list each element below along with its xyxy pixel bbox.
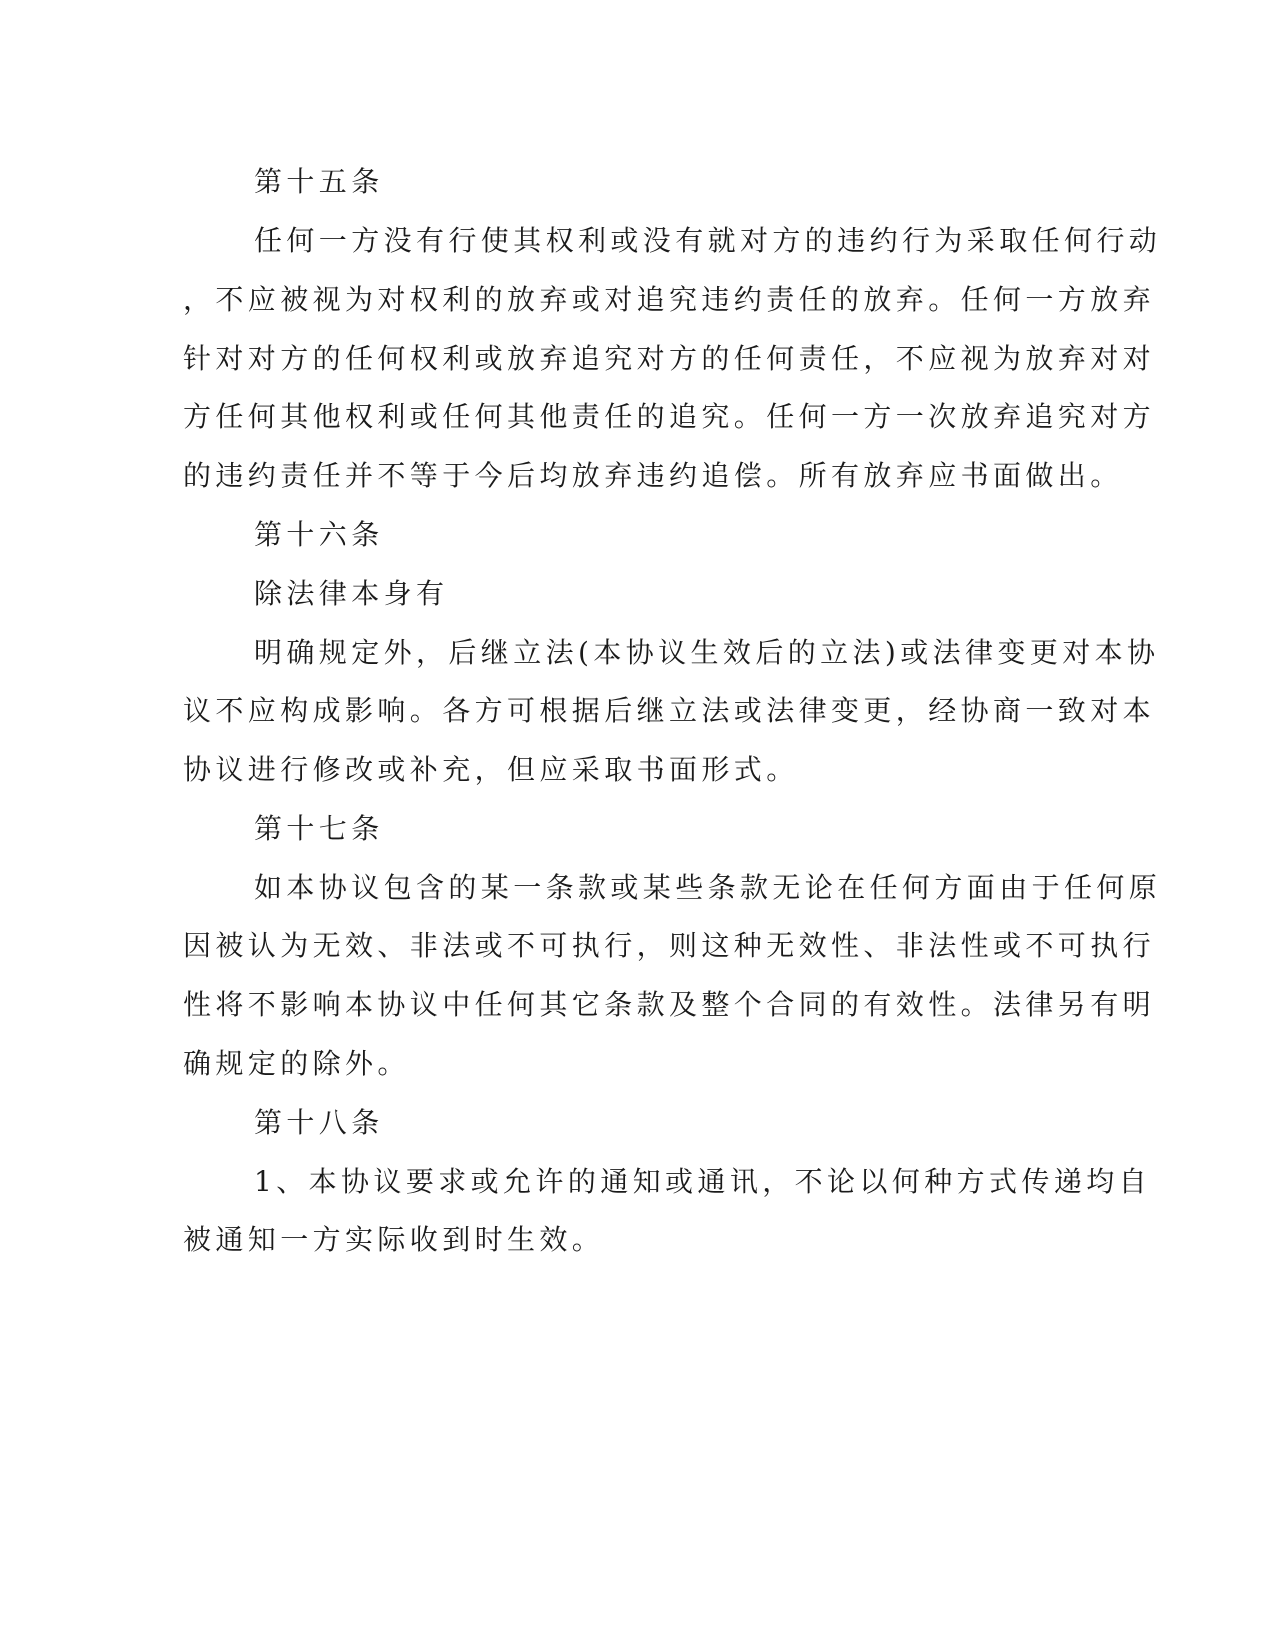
article-17-text-line: 性将不影响本协议中任何其它条款及整个合同的有效性。法律另有明 xyxy=(183,988,1156,1021)
article-16-text-line: 议不应构成影响。各方可根据后继立法或法律变更，经协商一致对本 xyxy=(183,694,1156,727)
article-16-text-line: 除法律本身有 xyxy=(254,577,449,610)
article-15-text-line: ，不应被视为对权利的放弃或对追究违约责任的放弃。任何一方放弃 xyxy=(183,283,1156,316)
article-15-text-line: 的违约责任并不等于今后均放弃违约追偿。所有放弃应书面做出。 xyxy=(183,459,1123,492)
article-15-heading: 第十五条 xyxy=(254,165,384,198)
article-17-text-line: 确规定的除外。 xyxy=(183,1047,410,1080)
article-16-text-line: 明确规定外，后继立法(本协议生效后的立法)或法律变更对本协 xyxy=(254,636,1160,669)
article-17-text-line: 如本协议包含的某一条款或某些条款无论在任何方面由于任何原 xyxy=(254,871,1162,904)
article-18-text-line: 被通知一方实际收到时生效。 xyxy=(183,1223,605,1256)
article-18-heading: 第十八条 xyxy=(254,1106,384,1139)
article-18-text-line: 1、本协议要求或允许的通知或通讯，不论以何种方式传递均自 xyxy=(254,1165,1152,1198)
article-17-text-line: 因被认为无效、非法或不可执行，则这种无效性、非法性或不可执行 xyxy=(183,929,1156,962)
article-15-text-line: 任何一方没有行使其权利或没有就对方的违约行为采取任何行动 xyxy=(254,224,1162,257)
article-16-text-line: 协议进行修改或补充，但应采取书面形式。 xyxy=(183,753,799,786)
article-15-text-line: 方任何其他权利或任何其他责任的追究。任何一方一次放弃追究对方 xyxy=(183,400,1156,433)
article-16-heading: 第十六条 xyxy=(254,518,384,551)
article-15-text-line: 针对对方的任何权利或放弃追究对方的任何责任，不应视为放弃对对 xyxy=(183,342,1156,375)
article-17-heading: 第十七条 xyxy=(254,812,384,845)
